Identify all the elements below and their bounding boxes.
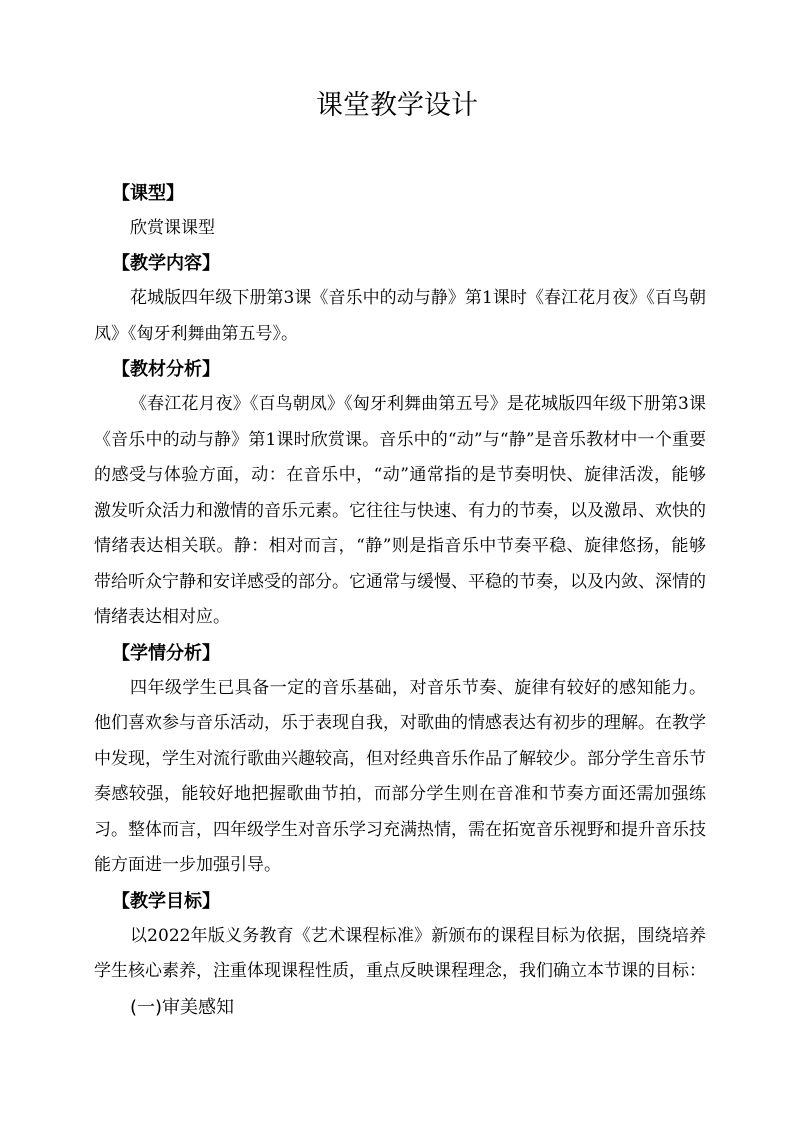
section-heading-student-analysis: 【学情分析】: [112, 642, 220, 664]
section-heading-teaching-goals: 【教学目标】: [112, 890, 220, 912]
section-heading-material-analysis: 【教材分析】: [112, 359, 220, 380]
document-title: 课堂教学设计: [316, 90, 478, 121]
section-heading-course-type: 【课型】: [112, 183, 184, 204]
subheading-aesthetic-perception: (一)审美感知: [130, 996, 235, 1018]
section-heading-teaching-content: 【教学内容】: [112, 253, 220, 274]
section-text-material-analysis: 《春江花月夜》《百鸟朝凤》《匈牙利舞曲第五号》是花城版四年级下册第3课《音乐中的动与静》第1课时欣赏课。音乐中的“动”与“静”是音乐教材中一个重要的感受与体验方面，动：在音乐中，“动”通常指的是节奏明快、旋律活泼，能够激发听众活力和激情的音乐元素。它往往与快速、有力的节奏，以及激昂、欢快的情绪表达相关联。静：相对而言，“静”则是指音乐中节奏平稳、旋律悠扬，能够带给听众宁静和安详感受的部分。它通常与缓慢、平稳的节奏，以及内敛、深情的情绪表达相对应。: [94, 394, 706, 627]
document-body: [94, 176, 706, 1026]
section-text-student-analysis: 四年级学生已具备一定的音乐基础，对音乐节奏、旋律有较好的感知能力。他们喜欢参与音乐活动，乐于表现自我，对歌曲的情感表达有初步的理解。在教学中发现，学生对流行歌曲兴趣较高，但对经典音乐作品了解较少。部分学生音乐节奏感较强，能较好地把握歌曲节拍，而部分学生则在音准和节奏方面还需加强练习。整体而言，四年级学生对音乐学习充满热情，需在拓宽音乐视野和提升音乐技能方面进一步加强引导。: [94, 677, 706, 875]
section-text-teaching-content: 花城版四年级下册第3课《音乐中的动与静》第1课时《春江花月夜》《百鸟朝凤》《匈牙利舞曲第五号》。: [94, 288, 706, 344]
section-text-teaching-goals: 以2022年版义务教育《艺术课程标准》新颁布的课程目标为依据，围绕培养学生核心素养，注重体现课程性质，重点反映课程理念，我们确立本节课的目标：: [94, 925, 706, 981]
section-text-course-type: 欣赏课课型: [130, 218, 215, 238]
